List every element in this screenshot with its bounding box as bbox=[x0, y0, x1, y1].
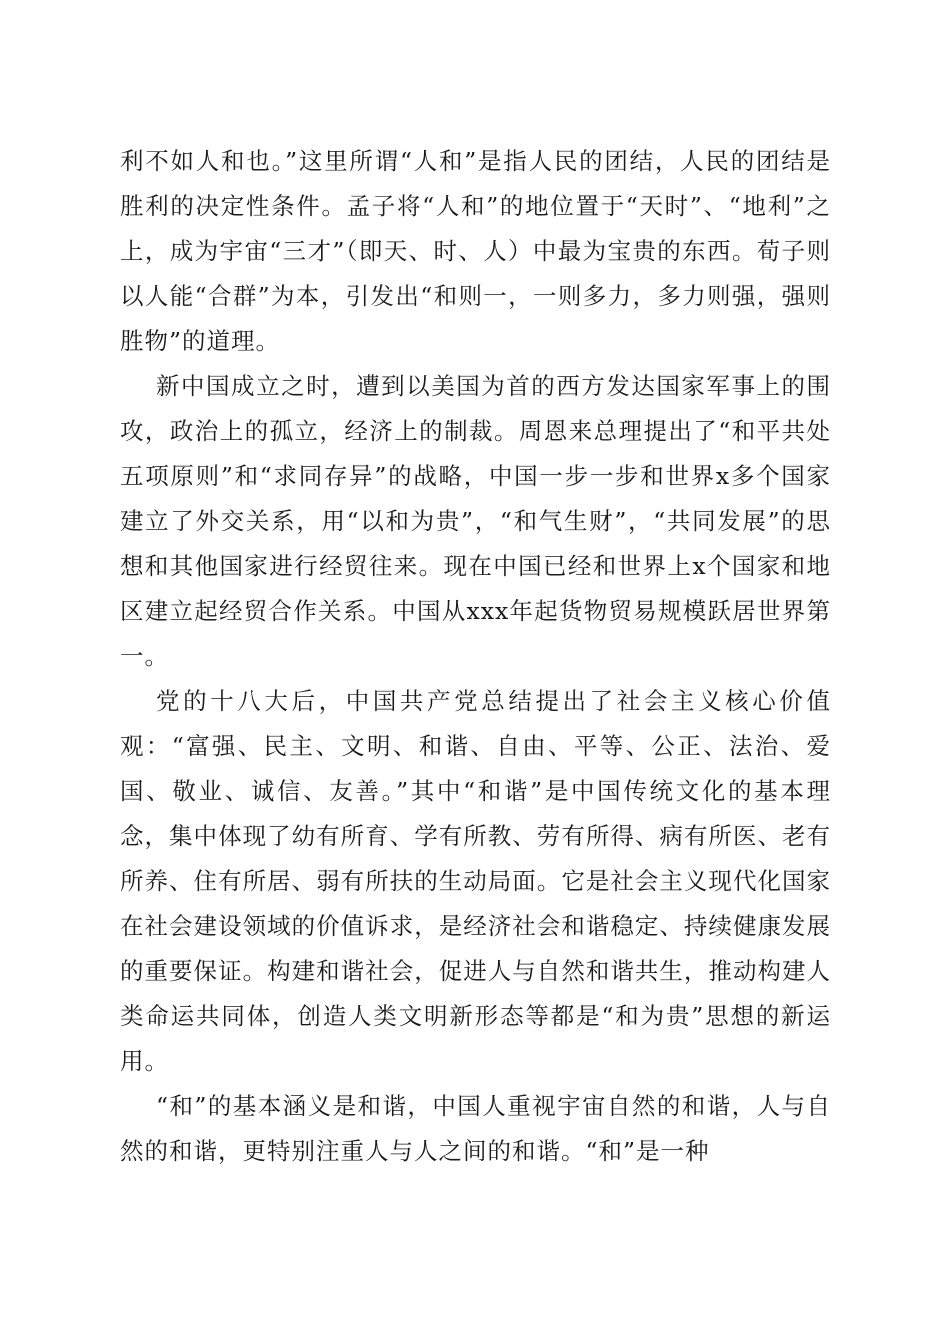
paragraph-3: 党的十八大后，中国共产党总结提出了社会主义核心价值观：“富强、民主、文明、和谐、自由、平等、公正、法治、爱国、敬业、诚信、友善。”其中“和谐”是中国传统文化的基本理念，集中体现了幼有所育、学有所教、劳有所得、病有所医、老有所养、住有所居、弱有所扶的生动局面。它是社会主义现代化国家在社会建设领域的价值诉求，是经济社会和谐稳定、持续健康发展的重要保证。构建和谐社会，促进人与自然和谐共生，推动构建人类命运共同体，创造人类文明新形态等都是“和为贵”思想的新运用。 bbox=[120, 687, 831, 1075]
paragraph-1: 利不如人和也。”这里所谓“人和”是指人民的团结，人民的团结是胜利的决定性条件。孟子将“人和”的地位置于“天时”、“地利”之上，成为宇宙“三才”（即天、时、人）中最为宝贵的东西。荀子则以人能“合群”为本，引发出“和则一，一则多力，多力则强，强则胜物”的道理。 bbox=[120, 147, 831, 355]
paragraph-4: “和”的基本涵义是和谐，中国人重视宇宙自然的和谐，人与自然的和谐，更特别注重人与人之间的和谐。“和”是一种 bbox=[120, 1092, 831, 1165]
document-body bbox=[120, 139, 831, 1174]
paragraph-2: 新中国成立之时，遭到以美国为首的西方发达国家军事上的围攻，政治上的孤立，经济上的制裁。周恩来总理提出了“和平共处五项原则”和“求同存异”的战略，中国一步一步和世界x多个国家建立了外交关系，用“以和为贵”，“和气生财”，“共同发展”的思想和其他国家进行经贸往来。现在中国已经和世界上x个国家和地区建立起经贸合作关系。中国从xxx年起货物贸易规模跃居世界第一。 bbox=[120, 372, 831, 670]
